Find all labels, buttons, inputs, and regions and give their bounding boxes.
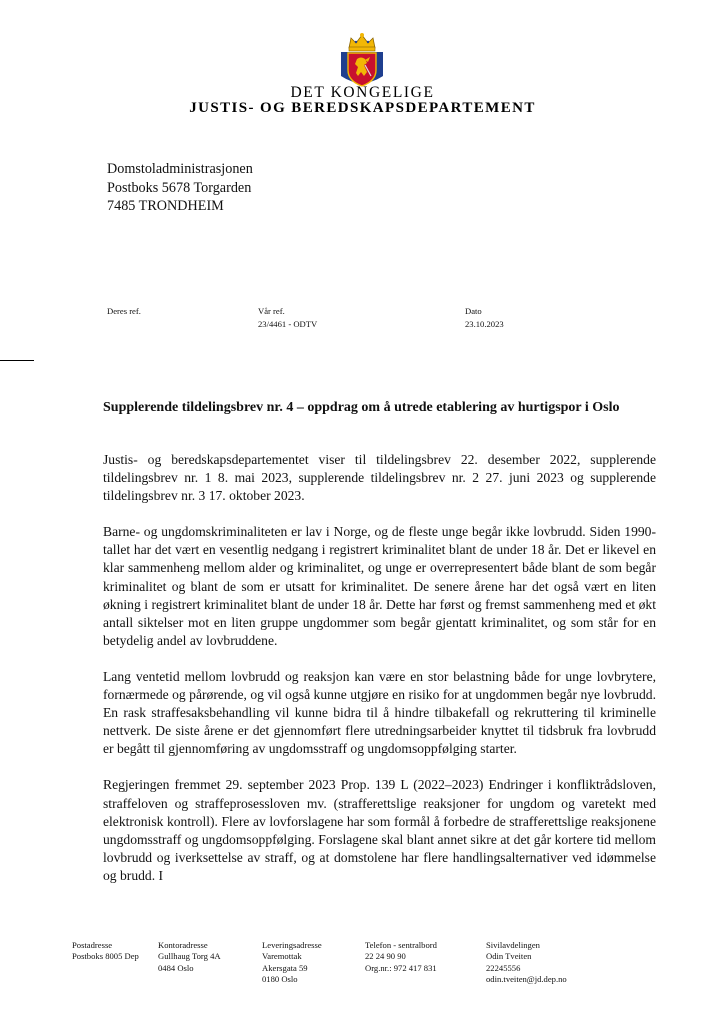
our-reference [258, 305, 317, 330]
date-label: Dato [465, 306, 482, 316]
your-reference [107, 305, 141, 318]
fold-mark [0, 360, 34, 361]
your-reference-label: Deres ref. [107, 306, 141, 316]
footer-phone [365, 940, 437, 974]
footer-label: Telefon - sentralbord [365, 940, 437, 950]
footer-line: 0180 Oslo [262, 974, 298, 985]
footer-label: Sivilavdelingen [486, 940, 540, 950]
body-paragraph: Barne- og ungdomskriminaliteten er lav i Norge, og de fleste unge begår ikke lovbrudd. Siden 1990-tallet har det vært en vesentlig nedgang i registrert kriminalitet blant de under 18 år. Det er likevel en klar sammenheng mellom alder og kriminalitet, og unge er overrepresentert både blant de som begår kriminalitet og blant de som er utsatt for kriminalitet. De senere årene har det også vært en liten økning i registrert kriminalitet blant de under 18 år. Dette har først og fremst sammenheng med et økt antall siktelser mot en liten gruppe ungdommer som begår gjentatt kriminalitet, og som står for en betydelig andel av lovbruddene. [103, 524, 656, 648]
footer-line: 22 24 90 90 [365, 951, 406, 962]
recipient-name: Domstoladministrasjonen [107, 161, 253, 177]
body-paragraph: Justis- og beredskapsdepartementet viser til tildelingsbrev 22. desember 2022, supplerende tildelingsbrev nr. 1 8. mai 2023, supplerende tildelingsbrev nr. 2 27. juni 2023 og supplerende tildelingsbrev nr. 3 17. oktober 2023. [103, 452, 656, 504]
footer-email: odin.tveiten@jd.dep.no [486, 974, 567, 985]
footer-line: Org.nr.: 972 417 831 [365, 962, 437, 973]
norwegian-coat-of-arms-icon [337, 32, 387, 88]
body-paragraph: Regjeringen fremmet 29. september 2023 Prop. 139 L (2022–2023) Endringer i konfliktrådsloven, straffeloven og straffeprosessloven mv. (strafferettslige reaksjoner for ungdom og varetekt med elektronisk kontroll). Flere av lovforslagene har som formål å forbedre de strafferettslige reaksjonene ungdomsstraff og ungdomsoppfølging. Forslagene skal blant annet sikre at det går kortere tid mellom lovbrudd og iverksettelse av straff, og at domstolene har flere handlingsalternativer ved idømmelse og brudd. I [103, 777, 656, 883]
recipient-postbox: Postboks 5678 Torgarden [107, 179, 252, 196]
footer-line: Varemottak [262, 951, 302, 962]
our-reference-label: Vår ref. [258, 306, 285, 316]
letter-subject: Supplerende tildelingsbrev nr. 4 – oppdrag om å utrede etablering av hurtigspor i Oslo [103, 400, 620, 415]
footer-line: Odin Tveiten [486, 951, 532, 962]
footer-office-address [158, 940, 221, 974]
letter-body [103, 451, 656, 903]
date-value: 23.10.2023 [465, 318, 504, 329]
body-paragraph: Lang ventetid mellom lovbrudd og reaksjon kan være en stor belastning både for unge lovbrytere, fornærmede og pårørende, og vil også kunne utgjøre en risiko for at ungdommen begår nye lovbrudd. En rask straffesaksbehandling vil kunne bidra til å hindre tilbakefall og rekruttering til kriminelle nettverk. De siste årene er det gjennomført flere utredningsarbeider knyttet til tidsbruk fra lovbrudd er begått til gjennomføring av ungdomsstraff og ungdomsoppfølging starter. [103, 668, 656, 757]
footer-line: Akersgata 59 [262, 962, 308, 973]
footer-line: 0484 Oslo [158, 962, 194, 973]
footer-department-contact [486, 940, 567, 986]
our-reference-value: 23/4461 - ODTV [258, 318, 318, 329]
footer-delivery-address [262, 940, 322, 986]
footer-label: Postadresse [72, 940, 113, 950]
department-title-line1: DET KONGELIGE [290, 84, 435, 101]
footer-label: Leveringsadresse [262, 940, 322, 950]
recipient-city: 7485 TRONDHEIM [107, 198, 224, 214]
footer-line: 22245556 [486, 962, 521, 973]
letter-date [465, 305, 504, 330]
footer-postal-address [72, 940, 139, 963]
footer-line: Postboks 8005 Dep [72, 951, 139, 962]
department-title-line2: JUSTIS- OG BEREDSKAPSDEPARTEMENT [189, 100, 536, 116]
recipient-address-block [107, 160, 253, 216]
footer-line: Gullhaug Torg 4A [158, 951, 221, 962]
footer-label: Kontoradresse [158, 940, 208, 950]
